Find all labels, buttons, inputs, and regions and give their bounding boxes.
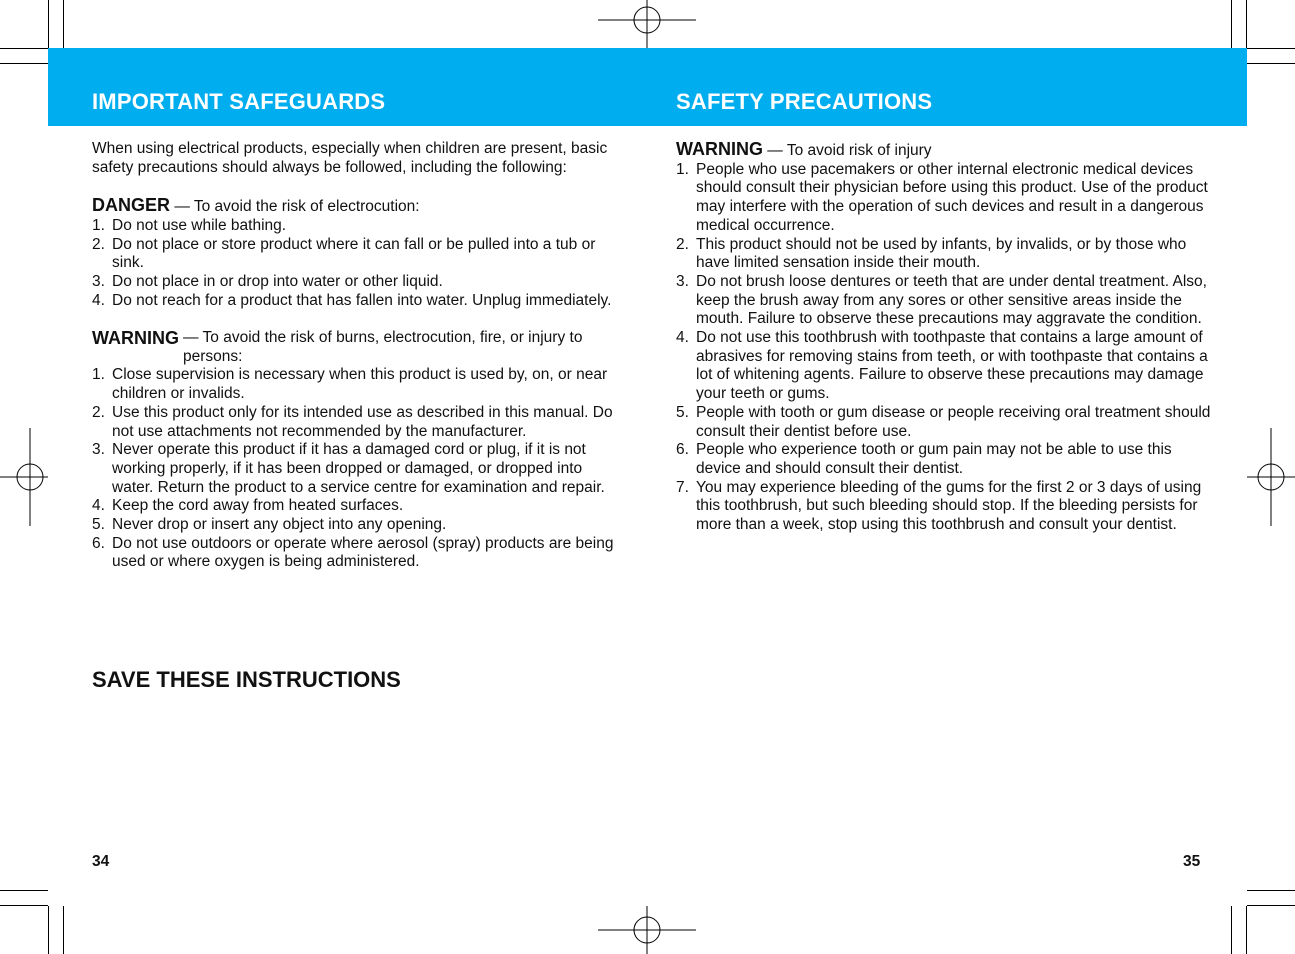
warning-text: — To avoid risk of injury [763, 142, 932, 159]
warning-text: — To avoid the risk of burns, electrocution, fire, or injury to persons: [183, 329, 583, 365]
list-item: 2. Do not place or store product where it can fall or be pulled into a tub or sink. [92, 235, 596, 272]
list-item: 1. Do not use while bathing. [92, 216, 287, 234]
warning-label: WARNING [92, 328, 179, 348]
right-page-body [676, 140, 1211, 535]
list-item: 1. Close supervision is necessary when this product is used by, on, or near children or invalids. [92, 366, 608, 403]
list-item: 6. Do not use outdoors or operate where aerosol (spray) products are being used or where oxygen is being administered. [92, 534, 614, 571]
registration-mark-icon [1247, 428, 1295, 526]
danger-line [92, 196, 627, 217]
list-item: 3. Do not brush loose dentures or teeth that are under dental treatment. Also, keep the brush away from any sores or other sensitive areas inside the mouth. Failure to observe these precautions may aggravate the condition. [676, 272, 1207, 328]
list-item: 1. People who use pacemakers or other internal electronic medical devices should consult their physician before using this product. Use of the product may interfere with the operation of such devices and result in a dangerous medical occurrence. [676, 160, 1208, 234]
registration-mark-icon [0, 428, 48, 526]
list-item: 2. This product should not be used by infants, by invalids, or by those who have limited sensation inside their mouth. [676, 235, 1187, 272]
right-page-heading: SAFETY PRECAUTIONS [676, 89, 933, 114]
list-item: 4. Keep the cord away from heated surfaces. [92, 497, 404, 515]
warning-line [92, 329, 627, 366]
page-number-right: 35 [1183, 853, 1201, 870]
precautions-list [676, 161, 1211, 535]
intro-paragraph: When using electrical products, especially when children are present, basic safety precautions should always be followed, including the following: [92, 140, 608, 176]
list-item: 5. Never drop or insert any object into any opening. [92, 516, 447, 534]
list-item: 5. People with tooth or gum disease or people receiving oral treatment should consult their dentist before use. [676, 403, 1211, 440]
list-item: 6. People who experience tooth or gum pain may not be able to use this device and should consult their dentist. [676, 441, 1172, 477]
page-number-left: 34 [92, 853, 110, 870]
registration-mark-icon [598, 0, 696, 48]
list-item: 4. Do not reach for a product that has fallen into water. Unplug immediately. [92, 291, 612, 309]
list-item: 4. Do not use this toothbrush with toothpaste that contains a large amount of abrasives for removing stains from teeth, or with toothpaste that contains a lot of whitening agents. Failure to observe these precautions may damage your teeth or gums. [676, 329, 1208, 403]
list-item: 3. Do not place in or drop into water or other liquid. [92, 272, 443, 290]
list-item: 7. You may experience bleeding of the gums for the first 2 or 3 days of using this toothbrush, but such bleeding should stop. If the bleeding persists for more than a week, stop using this toothbrush and consult your dentist. [676, 478, 1202, 534]
registration-mark-icon [598, 906, 696, 954]
danger-text: — To avoid the risk of electrocution: [170, 198, 420, 216]
list-item: 2. Use this product only for its intended use as described in this manual. Do not use attachments not recommended by the manufacturer. [92, 403, 613, 440]
save-instructions-heading: SAVE THESE INSTRUCTIONS [92, 667, 401, 692]
warning-line [676, 140, 1211, 161]
list-item: 3. Never operate this product if it has a damaged cord or plug, if it is not working properly, if it has been dropped or damaged, or dropped into water. Return the product to a service centre for examination and repair. [92, 441, 605, 496]
danger-label: DANGER [92, 195, 171, 216]
left-page-body [92, 140, 627, 572]
left-page-heading: IMPORTANT SAFEGUARDS [92, 89, 386, 114]
warning-list [92, 366, 627, 572]
danger-list [92, 217, 627, 311]
warning-label: WARNING [676, 139, 763, 159]
